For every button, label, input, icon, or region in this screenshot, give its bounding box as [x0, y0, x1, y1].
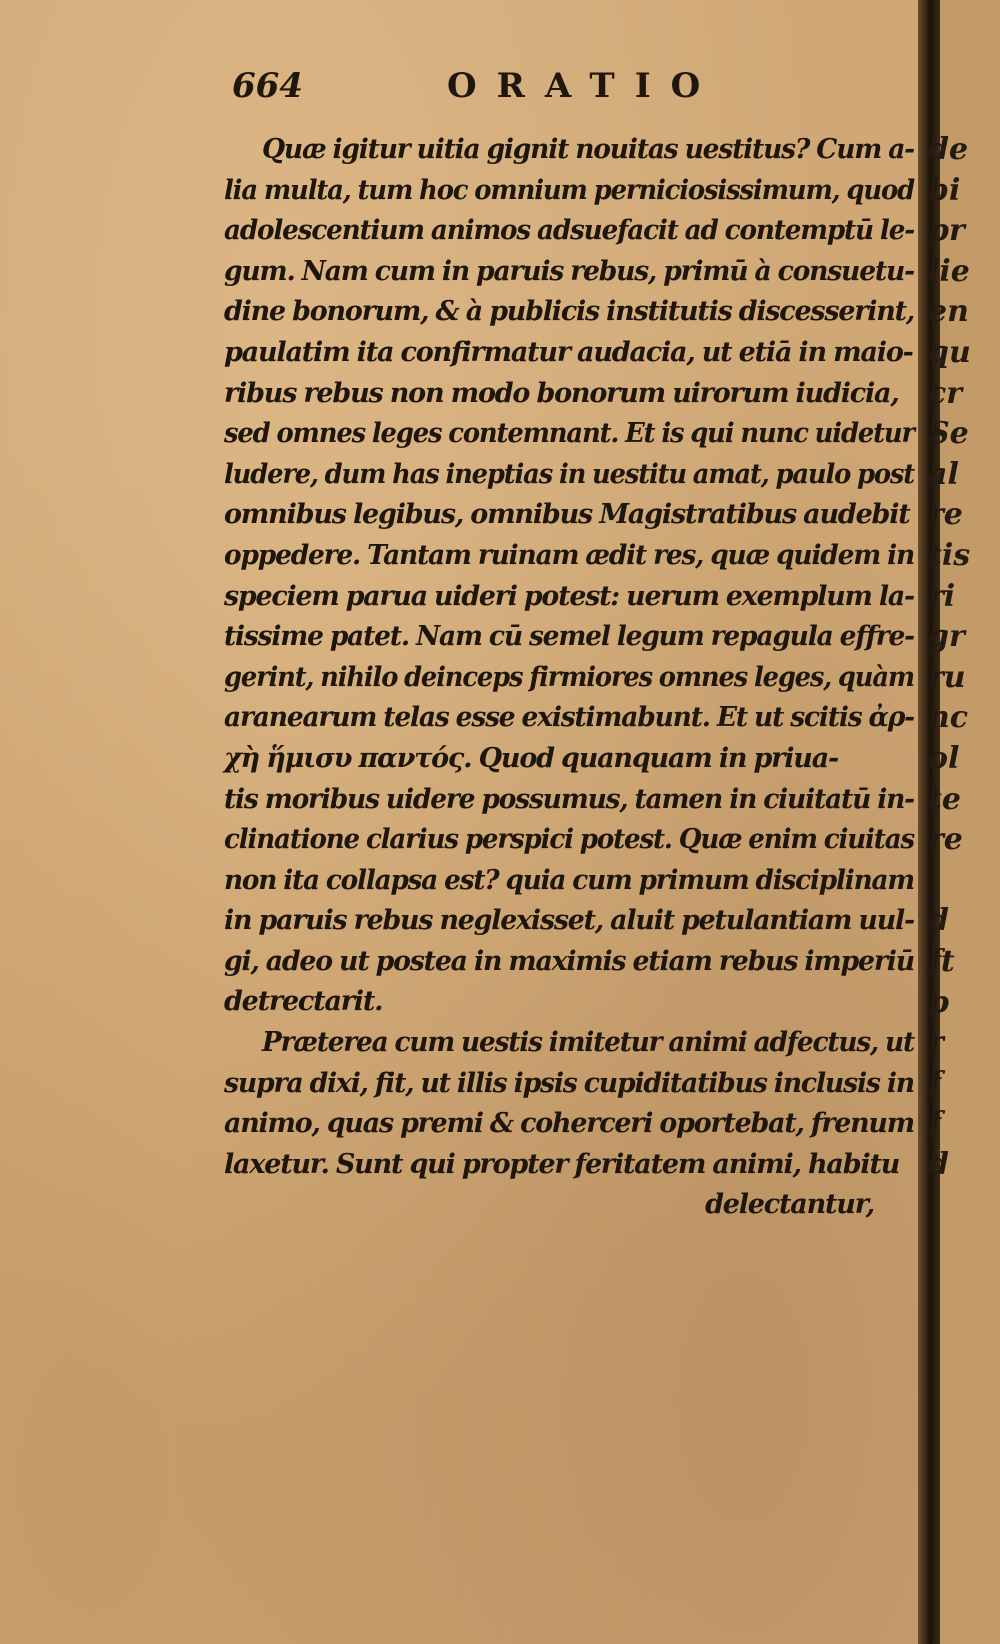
facing-page-fragment: al [928, 456, 959, 492]
paragraph [224, 130, 914, 1023]
facing-page-fragment: f [928, 1106, 941, 1142]
text-line: aranearum telas esse existimabunt. Et ut scitis ἀρ- [224, 702, 914, 734]
text-line: laxetur. Sunt qui propter feritatem animi, habitu [224, 1148, 900, 1180]
text-line: oppedere. Tantam ruinam ædit res, quæ quidem in [224, 539, 914, 571]
text-line: ludere, dum has ineptias in uestitu amat, paulo post [224, 458, 914, 490]
facing-page-fragment: r [928, 1025, 944, 1061]
text-line: gi, adeo ut postea in maximis etiam rebus imperiū [224, 945, 914, 977]
facing-page-edge [928, 0, 1000, 1644]
page-header [232, 66, 912, 116]
facing-page-fragment: bi [928, 172, 961, 208]
text-line: gum. Nam cum in paruis rebus, primū à consuetu- [224, 255, 914, 287]
facing-page-fragment: gr [928, 619, 965, 655]
text-line: tis moribus uidere possumus, tamen in ciuitatū in- [224, 783, 914, 815]
text-line: paulatim ita confirmatur audacia, ut etiā in maio- [224, 336, 913, 368]
facing-page-fragment: d [928, 1147, 949, 1182]
text-line: animo, quas premi & coherceri oportebat, frenum [224, 1108, 914, 1140]
text-line: in paruis rebus neglexisset, aluit petulantiam uul- [224, 905, 914, 937]
facing-page-fragment: p [928, 984, 949, 1020]
text-line: χὴ ἥμισυ παντός. Quod quanquam in priua- [224, 742, 838, 774]
text-line: gerint, nihilo deinceps firmiores omnes leges, quàm [224, 661, 914, 693]
text-line: lia multa, tum hoc omnium perniciosissimum, quod [224, 174, 914, 206]
page-number: 664 [232, 66, 303, 106]
text-line: detrectarit. [224, 986, 383, 1018]
facing-page-fragment: lie [928, 253, 970, 289]
text-line: non ita collapsa est? quia cum primum disciplinam [224, 864, 914, 896]
text-line: speciem parua uideri potest: uerum exemplum la- [224, 580, 914, 612]
facing-page-fragment: cr [928, 375, 963, 411]
running-title: ORATIO [447, 66, 721, 106]
text-line: dine bonorum, & à publicis institutis discesserint, [224, 296, 914, 328]
text-line: Præterea cum uestis imitetur animi adfectus, ut [262, 1027, 914, 1059]
text-line: omnibus legibus, omnibus Magistratibus audebit [224, 499, 910, 531]
facing-page-fragment: nc [928, 700, 969, 736]
facing-page-fragment: re [928, 822, 963, 858]
facing-page-fragment: ri [928, 578, 956, 614]
text-line: tissime patet. Nam cū semel legum repagula effre- [224, 621, 914, 653]
text-line: clinatione clarius perspici potest. Quæ enim ciuitas [224, 824, 914, 856]
text-line: sed omnes leges contemnant. Et is qui nunc uidetur [224, 418, 914, 450]
facing-page-fragment: tis [928, 538, 971, 573]
facing-page-fragment: ol [928, 741, 960, 776]
text-line: Quæ igitur uitia gignit nouitas uestitus? Cum a- [262, 134, 914, 165]
facing-page-fragment: pr [928, 213, 965, 249]
facing-page-fragment: d [928, 903, 949, 939]
facing-page-fragment: te [928, 781, 961, 817]
facing-page-fragment: f [928, 1065, 941, 1101]
facing-page-fragment: ru [928, 659, 966, 695]
paragraph [224, 1023, 914, 1226]
facing-page-fragment: en [928, 294, 969, 330]
text-line: adolescentium animos adsuefacit ad contemptū le- [224, 215, 914, 247]
facing-page-fragment: ft [928, 944, 955, 979]
text-line: delectantur, [705, 1189, 874, 1221]
facing-page-fragment: re [928, 497, 963, 533]
facing-page-fragment: qu [928, 335, 971, 370]
text-line: ribus rebus non modo bonorum uirorum iudicia, [224, 377, 899, 409]
facing-page-fragment: de [928, 132, 969, 167]
body-text [224, 130, 914, 1226]
text-line: supra dixi, fit, ut illis ipsis cupiditatibus inclusis in [224, 1067, 914, 1099]
facing-page-fragment: Se [928, 416, 969, 452]
